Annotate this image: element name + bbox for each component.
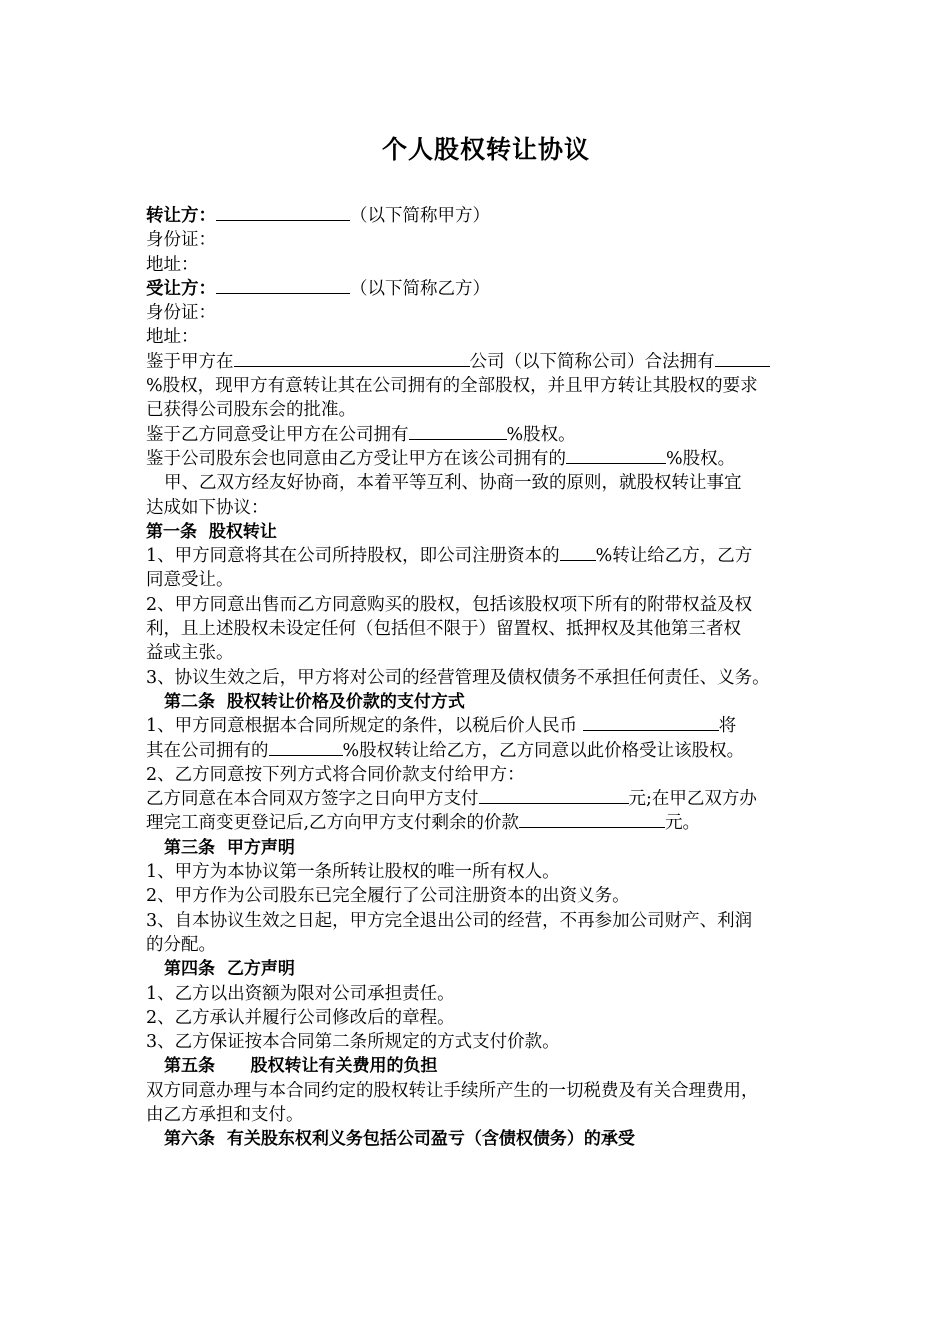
transferee-suffix: （以下简称乙方） <box>350 278 490 299</box>
article-1-p2-line-2: 利，且上述股权未设定任何（包括但不限于）留置权、抵押权及其他第三者权 <box>146 619 741 640</box>
capital-percent-blank <box>560 544 596 561</box>
recital-text: 公司（以下简称公司）合法拥有 <box>469 351 715 372</box>
article-3-p1: 1、甲方为本协议第一条所转让股权的唯一所有权人。 <box>146 862 560 883</box>
share-percent-blank <box>715 350 770 367</box>
transferor-suffix: （以下简称甲方） <box>350 206 490 226</box>
recital-text: 鉴于公司股东会也同意由乙方受让甲方在该公司拥有的 <box>146 448 566 469</box>
article-text: %股权转让给乙方，乙方同意以此价格受让该股权。 <box>342 740 745 761</box>
article-4-heading: 第四条 乙方声明 <box>164 959 295 980</box>
document-title: 个人股权转让协议 <box>381 135 590 164</box>
article-1-p1-line-1 <box>146 544 826 568</box>
document-page <box>146 130 826 1152</box>
recital-text: %股权。 <box>666 448 736 469</box>
article-text: 将 <box>718 716 737 737</box>
transferor-address: 地址： <box>146 254 199 275</box>
recital-3 <box>146 447 826 471</box>
article-1-p2-line-1: 2、甲方同意出售而乙方同意购买的股权，包括该股权项下所有的附带权益及权 <box>146 594 753 615</box>
article-4-p1: 1、乙方以出资额为限对公司承担责任。 <box>146 983 455 1004</box>
recital-text: 鉴于甲方在 <box>146 351 234 372</box>
article-6-heading: 第六条 有关股东权利义务包括公司盈亏（含债权债务）的承受 <box>164 1129 635 1150</box>
transferee-address: 地址： <box>146 327 199 348</box>
article-2-p1-line-2 <box>146 739 826 763</box>
article-4-p2: 2、乙方承认并履行公司修改后的章程。 <box>146 1007 455 1028</box>
transferor-name-blank <box>216 204 350 221</box>
article-1-p3: 3、协议生效之后，甲方将对公司的经营管理及债权债务不承担任何责任、义务。 <box>146 667 770 688</box>
transferee-label: 受让方： <box>146 278 216 299</box>
article-3-p3-line-2: 的分配。 <box>146 934 216 955</box>
remaining-payment-blank <box>519 811 665 828</box>
recital-1-line-3: 已获得公司股东会的批准。 <box>146 400 356 421</box>
recital-1-line-1 <box>146 350 826 374</box>
transferor-line <box>146 204 826 228</box>
article-text: 1、甲方同意根据本合同所规定的条件，以税后价人民币 <box>146 716 583 737</box>
article-text: 乙方同意在本合同双方签字之日向甲方支付 <box>146 789 479 810</box>
recital-2 <box>146 423 826 447</box>
share-percent-blank <box>269 739 343 756</box>
article-4-p3: 3、乙方保证按本合同第二条所规定的方式支付价款。 <box>146 1032 560 1053</box>
article-text: 其在公司拥有的 <box>146 740 269 761</box>
article-5-p1-line-1: 双方同意办理与本合同约定的股权转让手续所产生的一切税费及有关合理费用， <box>146 1080 759 1101</box>
article-2-p2: 2、乙方同意按下列方式将合同价款支付给甲方： <box>146 764 525 785</box>
article-2-p1-line-1 <box>146 714 826 738</box>
transferor-label: 转让方： <box>146 206 216 226</box>
article-text: 元。 <box>665 813 701 834</box>
first-payment-blank <box>479 787 629 804</box>
article-1-heading: 第一条 股权转让 <box>146 521 277 542</box>
recital-4-line-2: 达成如下协议： <box>146 497 269 518</box>
article-5-heading: 第五条 股权转让有关费用的负担 <box>164 1056 438 1077</box>
article-2-heading: 第二条 股权转让价格及价款的支付方式 <box>164 691 465 712</box>
article-text: 理完工商变更登记后,乙方向甲方支付剩余的价款 <box>146 813 520 834</box>
transferee-line <box>146 277 826 301</box>
transferee-id: 身份证： <box>146 303 216 324</box>
article-3-p3-line-1: 3、自本协议生效之日起，甲方完全退出公司的经营，不再参加公司财产、利润 <box>146 910 753 931</box>
article-text: 1、甲方同意将其在公司所持股权，即公司注册资本的 <box>146 546 560 567</box>
price-blank <box>583 714 719 731</box>
article-5-p1-line-2: 由乙方承担和支付。 <box>146 1104 304 1125</box>
recital-1-line-2: %股权，现甲方有意转让其在公司拥有的全部股权，并且甲方转让其股权的要求 <box>146 376 758 397</box>
article-3-heading: 第三条 甲方声明 <box>164 837 295 858</box>
share-percent-blank <box>409 423 507 440</box>
article-text: %转让给乙方，乙方 <box>595 546 753 567</box>
article-2-p3-line-1 <box>146 787 826 811</box>
article-2-p3-line-2 <box>146 811 826 835</box>
article-3-p2: 2、甲方作为公司股东已完全履行了公司注册资本的出资义务。 <box>146 886 630 907</box>
recital-4-line-1: 甲、乙双方经友好协商，本着平等互利、协商一致的原则，就股权转让事宜 <box>164 473 742 494</box>
article-1-p1-line-2: 同意受让。 <box>146 570 234 591</box>
transferee-name-blank <box>216 277 350 294</box>
article-1-p2-line-3: 益或主张。 <box>146 643 234 664</box>
recital-text: 鉴于乙方同意受让甲方在公司拥有 <box>146 424 409 445</box>
article-text: 元;在甲乙双方办 <box>628 789 757 810</box>
company-name-blank <box>234 350 470 367</box>
transferor-id: 身份证： <box>146 230 216 251</box>
share-percent-blank <box>566 447 666 464</box>
recital-text: %股权。 <box>506 424 576 445</box>
